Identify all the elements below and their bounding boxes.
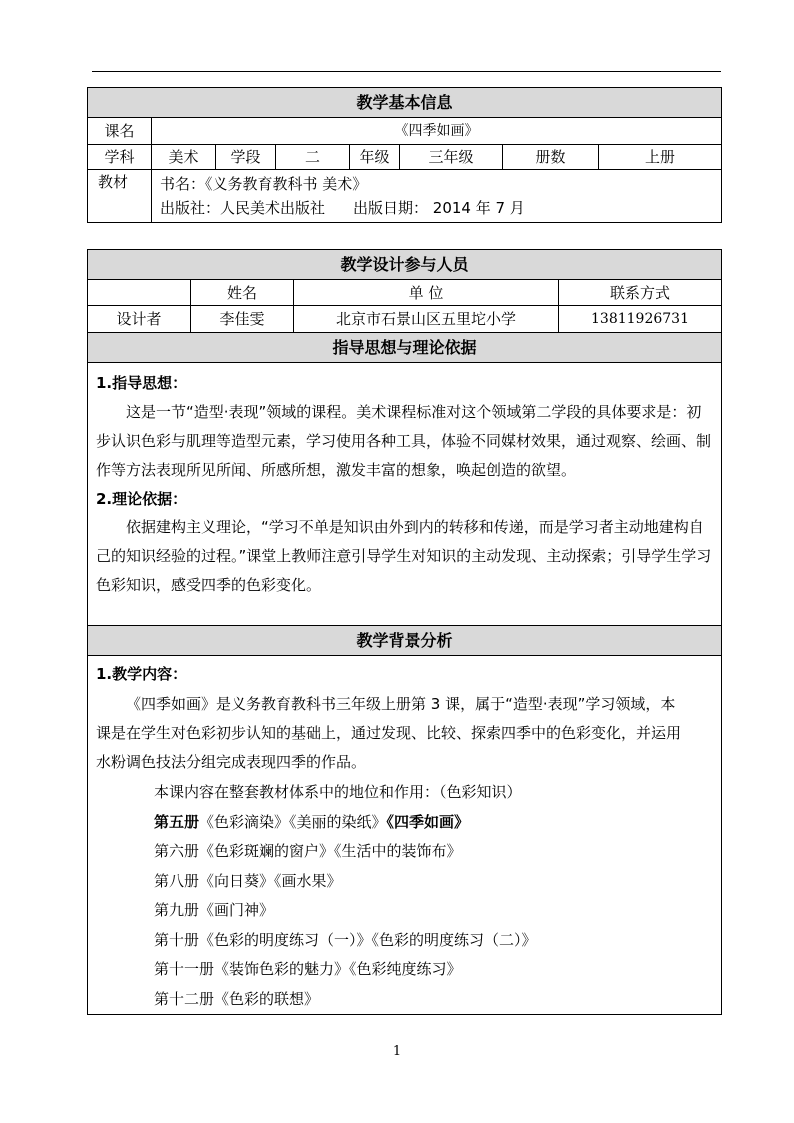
guidance-content <box>88 363 722 626</box>
curriculum-books: 《色彩滴染》《美丽的染纸》 <box>199 812 387 831</box>
material-label: 教材 <box>88 170 152 223</box>
curriculum-volume: 第九册 <box>154 901 200 919</box>
curriculum-item <box>154 955 681 985</box>
course-label: 课名 <box>88 118 152 145</box>
subject-label: 学科 <box>88 145 152 170</box>
curriculum-volume: 第五册 <box>154 812 200 831</box>
curriculum-current-lesson: 《四季如画》 <box>386 812 470 831</box>
guidance-header: 指导思想与理论依据 <box>88 333 722 363</box>
curriculum-volume: 第八册 <box>154 871 200 890</box>
curriculum-books: 《装饰色彩的魅力》《色彩纯度练习》 <box>214 960 462 978</box>
publisher-date-line <box>160 196 721 220</box>
subject-value: 美术 <box>152 145 216 170</box>
course-title: 《四季如画》 <box>152 118 722 145</box>
background-subtitle-1: 1.教学内容： <box>96 665 188 683</box>
basic-info-header: 教学基本信息 <box>88 88 722 118</box>
guidance-text-1: 这是一节“造型·表现”领域的课程。美术课程标准对这个领域第二学段的具体要求是：初步认识色彩与肌理等造型元素，学习使用各种工具，体验不同媒材效果，通过观察、绘画、制作等方法表现所见所闻、所感所想，激发丰富的想象，唤起创造的欲望。 <box>96 403 712 479</box>
curriculum-item <box>154 926 681 956</box>
curriculum-item <box>154 867 681 897</box>
publisher-line: 出版社：人民美术出版社 <box>160 199 326 217</box>
curriculum-item <box>154 837 681 867</box>
position-intro: 本课内容在整套教材体系中的地位和作用：（色彩知识） <box>154 783 522 801</box>
curriculum-item <box>154 985 681 1015</box>
curriculum-list <box>96 778 681 1014</box>
background-para-1: 《四季如画》是义务教育教科书三年级上册第 3 课，属于“造型·表现”学习领域，本课是在学生对色彩初步认知的基础上，通过发现、比较、探索四季中的色彩变化，并运用水粉调色技法分组完成表现四季的作品。 <box>96 695 682 771</box>
designer-unit: 北京市石景山区五里坨小学 <box>294 306 559 333</box>
guidance-subtitle-2: 2.理论依据： <box>96 490 188 508</box>
header-rule <box>92 71 721 72</box>
curriculum-volume: 第六册 <box>154 842 200 860</box>
basic-info-table <box>87 87 722 223</box>
curriculum-item <box>154 896 681 926</box>
col-name: 姓名 <box>191 280 294 306</box>
date-line: 出版日期： 2014 年 7 月 <box>353 199 525 217</box>
background-header: 教学背景分析 <box>88 626 722 656</box>
curriculum-item <box>154 808 681 838</box>
curriculum-books: 《向日葵》《画水果》 <box>199 871 342 890</box>
grade-value: 三年级 <box>400 145 503 170</box>
curriculum-books: 《色彩的明度练习（一）》《色彩的明度练习（二）》 <box>199 930 537 949</box>
book-line: 书名：《义务教育教科书 美术》 <box>160 175 368 193</box>
curriculum-volume: 第十册 <box>154 930 200 949</box>
designer-name: 李佳雯 <box>191 306 294 333</box>
col-contact: 联系方式 <box>559 280 722 306</box>
material-info <box>152 170 722 223</box>
volume-value: 上册 <box>599 145 722 170</box>
designers-header: 教学设计参与人员 <box>88 250 722 280</box>
guidance-text-2: 依据建构主义理论，“学习不单是知识由外到内的转移和传递，而是学习者主动地建构自己的知识经验的过程。”课堂上教师注意引导学生对知识的主动发现、主动探索；引导学生学习色彩知识，感受四季的色彩变化。 <box>96 518 712 594</box>
curriculum-books: 《画门神》 <box>199 901 275 919</box>
designer-contact: 13811926731 <box>559 306 722 333</box>
designer-role: 设计者 <box>88 306 191 333</box>
curriculum-books: 《色彩的联想》 <box>214 989 320 1008</box>
designers-blank-cell <box>88 280 191 306</box>
stage-label: 学段 <box>216 145 276 170</box>
curriculum-items <box>154 808 681 1015</box>
design-table <box>87 249 722 1015</box>
curriculum-volume: 第十二册 <box>154 989 215 1008</box>
volume-label: 册数 <box>503 145 599 170</box>
curriculum-volume: 第十一册 <box>154 960 215 978</box>
stage-value: 二 <box>276 145 350 170</box>
background-content <box>88 656 722 1015</box>
col-unit: 单 位 <box>294 280 559 306</box>
grade-label: 年级 <box>350 145 400 170</box>
guidance-subtitle-1: 1.指导思想： <box>96 374 188 392</box>
page-number: 1 <box>392 1044 402 1059</box>
curriculum-books: 《色彩斑斓的窗户》《生活中的装饰布》 <box>199 842 462 860</box>
